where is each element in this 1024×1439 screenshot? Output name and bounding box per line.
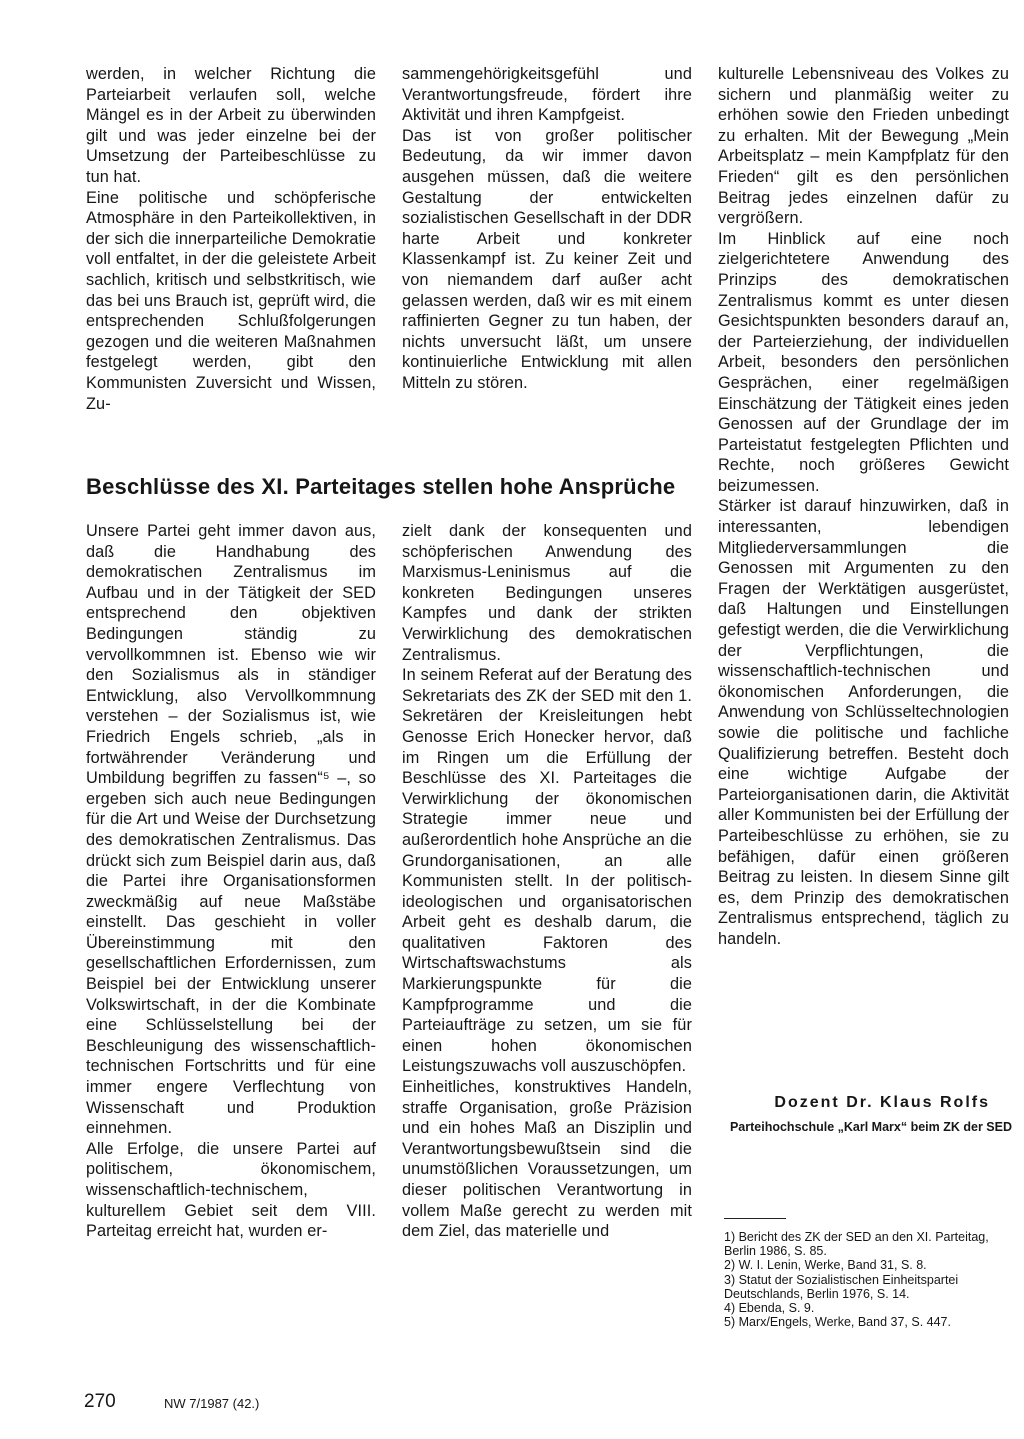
paragraph: Eine politische und schöpferische Atmosphäre in den Parteikollektiven, in der sich die innerparteiliche Demokratie voll entfaltet, in der die geleistete Arbeit sachlich, kritisch und selbstkritisch, wie das bei uns Brauch ist, geprüft wird, die entsprechenden Schlußfolgerungen gezogen und die weiteren Maßnahmen festgelegt werden, gibt den Kommunisten Zuversicht und Wissen, Zu- <box>86 188 376 413</box>
footnote: 4) Ebenda, S. 9. <box>724 1301 815 1316</box>
author-name: Dozent Dr. Klaus Rolfs <box>774 1094 990 1111</box>
paragraph: zielt dank der konsequenten und schöpferischen Anwendung des Marxismus-Leninismus auf die konkreten Bedingungen unseres Kampfes und dank der strikten Verwirklichung des demokratischen Zentralismus. <box>402 522 692 664</box>
paragraph: Stärker ist darauf hinzuwirken, daß in interessanten, lebendigen Mitgliederversammlungen die Genossen mit Argumenten zu den Fragen der Werktätigen ausgerüstet, daß Haltungen und Einstellungen gefestigt werden, die die Verwirklichung der Verpflichtungen, die wissenschaftlich-technischen und ökonomischen Anforderungen, die Anwendung von Schlüsseltechnologien sowie die politische und fachliche Qualifizierung betreffen. Besteht doch eine wichtige Aufgabe der Parteiorganisationen darin, die Aktivität aller Kommunisten bei der Erfüllung der Parteibeschlüsse zu erhöhen, sie zu befähigen, dafür einen größeren Beitrag zu leisten. In diesem Sinne gilt es, dem Prinzip des demokratischen Zentralismus entsprechend, täglich zu handeln. <box>718 497 1009 948</box>
paragraph: Alle Erfolge, die unsere Partei auf politischem, ökonomischem, wissenschaftlich-technischem, kulturellem Gebiet seit dem VIII. Parteitag erreicht hat, wurden er- <box>86 1139 376 1241</box>
footnote: 3) Statut der Sozialistischen Einheitspartei Deutschlands, Berlin 1976, S. 14. <box>724 1272 959 1301</box>
paragraph: Einheitliches, konstruktives Handeln, straffe Organisation, große Präzision und ein hohes Maß an Disziplin und Verantwortungsbewußtsein sind die unumstößlichen Voraussetzungen, um dieser politischen Verantwortung in vollem Maße gerecht zu werden mit dem Ziel, das materielle und <box>402 1078 692 1241</box>
footnote: 2) W. I. Lenin, Werke, Band 31, S. 8. <box>724 1258 927 1273</box>
paragraph: In seinem Referat auf der Beratung des Sekretariats des ZK der SED mit den 1. Sekretären der Kreisleitungen hebt Genosse Erich Honecker hervor, daß im Ringen um die Erfüllung der Beschlüsse des XI. Parteitages die Verwirklichung der ökonomischen Strategie immer neue und außerordentlich hohe Ansprüche an die Grundorganisationen, an alle Kommunisten stellt. In der politisch-ideologischen und organisatorischen Arbeit geht es deshalb darum, die qualitativen Faktoren des Wirtschaftswachstums als Markierungspunkte für die Kampfprogramme und die Parteiaufträge zu setzen, um sie für einen hohen ökonomischen Leistungszuwachs voll auszuschöpfen. <box>402 666 692 1076</box>
paragraph: Das ist von großer politischer Bedeutung, da wir immer davon ausgehen müssen, daß die weitere Gestaltung der entwickelten sozialistischen Gesellschaft in der DDR harte Arbeit und konkreter Klassenkampf ist. Zu keiner Zeit und von niemandem darf außer acht gelassen werden, daß wir es mit einem raffinierten Gegner zu tun haben, der nichts unversucht läßt, um unsere kontinuierliche Entwicklung mit allen Mitteln zu stören. <box>402 126 692 392</box>
footnote: 5) Marx/Engels, Werke, Band 37, S. 447. <box>724 1315 951 1330</box>
bottom-column-2 <box>402 521 692 1242</box>
issue-info: NW 7/1987 (42.) <box>164 1396 260 1411</box>
paragraph: werden, in welcher Richtung die Parteiarbeit verlaufen soll, welche Mängel es in der Arbeit zu überwinden gilt und was jeder einzelne bei der Umsetzung der Parteibeschlüsse zu tun hat. <box>86 65 376 186</box>
section-heading: Beschlüsse des XI. Parteitages stellen hohe Ansprüche <box>86 474 676 499</box>
paragraph: Unsere Partei geht immer davon aus, daß die Handhabung des demokratischen Zentralismus im Aufbau und in der Tätigkeit der SED entsprechend den objektiven Bedingungen ständig zu vervollkommnen ist. Ebenso wie wir den Sozialismus als in ständiger Entwicklung, also Vervollkommnung verstehen – der Sozialismus ist, wie Friedrich Engels schrieb, „als in fortwährender Veränderung und Umbildung begriffen zu fassen“⁵ –, so ergeben sich auch neue Bedingungen für die Art und Weise der Durchsetzung des demokratischen Zentralismus. Das drückt sich zum Beispiel darin aus, daß die Partei ihre Organisationsformen zweckmäßig auf neue Maßstäbe einstellt. Das geschieht in voller Übereinstimmung mit den gesellschaftlichen Erfordernissen, zum Beispiel bei der Entwicklung unserer Volkswirtschaft, in der die Kombinate eine Schlüsselstellung bei der Beschleunigung des wissenschaftlich-technischen Fortschritts und für eine immer engere Verflechtung von Wissenschaft und Produktion einnehmen. <box>86 522 376 1138</box>
page-number: 270 <box>84 1391 116 1412</box>
paragraph: kulturelle Lebensniveau des Volkes zu sichern und planmäßig weiter zu erhöhen sowie den Frieden unbedingt zu erhalten. Mit der Bewegung „Mein Arbeitsplatz – mein Kampfplatz für den Frieden“ gilt es den persönlichen Beitrag jedes einzelnen dafür zu vergrößern. <box>718 65 1009 228</box>
footnote-divider <box>724 1218 786 1219</box>
top-column-2 <box>402 64 692 394</box>
top-column-1 <box>86 64 376 414</box>
right-column <box>718 64 1009 950</box>
paragraph: sammengehörigkeitsgefühl und Verantwortungsfreude, fördert ihre Aktivität und ihren Kampfgeist. <box>402 65 692 125</box>
footnote: 1) Bericht des ZK der SED an den XI. Parteitag, Berlin 1986, S. 85. <box>724 1230 989 1259</box>
paragraph: Im Hinblick auf eine noch zielgerichtetere Anwendung des Prinzips des demokratischen Zentralismus kommt es unter diesen Gesichtspunkten besonders darauf an, der Parteierziehung, der individuellen Arbeit, besonders den persönlichen Gesprächen, einer regelmäßigen Einschätzung der Tätigkeit eines jeden Genossen auf der Grundlage der im Parteistatut festgelegten Pflichten und Rechte, noch größeres Gewicht beizumessen. <box>718 229 1009 495</box>
author-institution: Parteihochschule „Karl Marx“ beim ZK der SED <box>729 1120 1012 1134</box>
bottom-column-1 <box>86 521 376 1242</box>
footnotes <box>724 1230 1012 1329</box>
